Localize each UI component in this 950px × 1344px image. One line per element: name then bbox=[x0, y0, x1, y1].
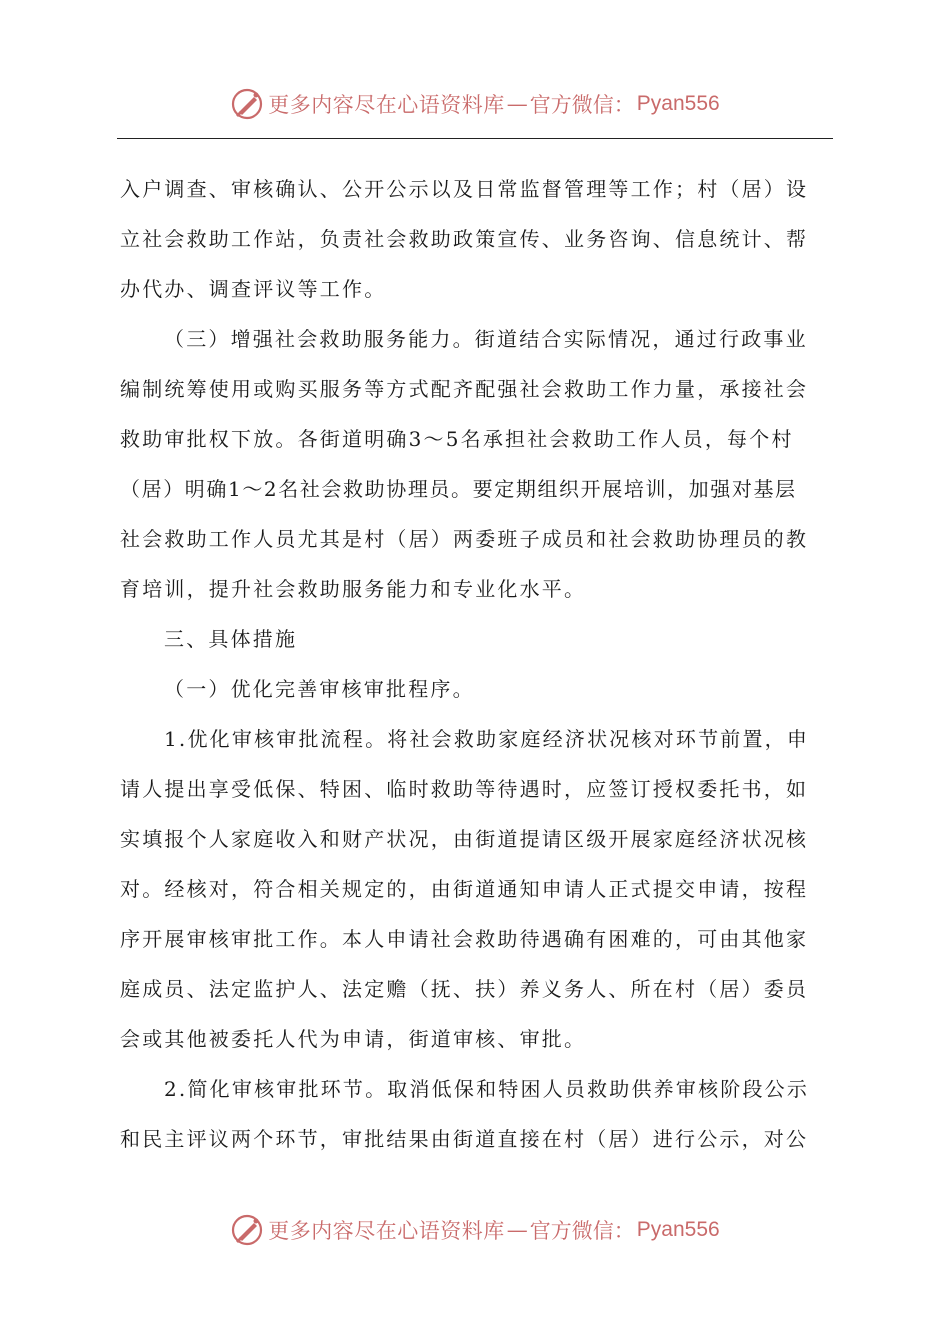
header-banner-id: Pyan556 bbox=[636, 92, 720, 115]
text-line: 社会救助工作人员尤其是村（居）两委班子成员和社会救助协理员的教 bbox=[120, 527, 809, 551]
paragraph-start: （三）增强社会救助服务能力。街道结合实际情况，通过行政事业 bbox=[164, 327, 808, 351]
text-line: 请人提出享受低保、特困、临时救助等待遇时，应签订授权委托书，如 bbox=[120, 777, 809, 801]
header-divider bbox=[117, 138, 833, 139]
header-banner bbox=[0, 84, 950, 124]
footer-banner-wechat: 官方微信： bbox=[529, 1219, 635, 1243]
footer-banner-dash: — bbox=[506, 1218, 528, 1242]
paragraph-start: 2.简化审核审批环节。取消低保和特困人员救助供养审核阶段公示 bbox=[164, 1077, 810, 1101]
text-line: 实填报个人家庭收入和财产状况，由街道提请区级开展家庭经济状况核 bbox=[120, 827, 809, 851]
subsection-heading: （一）优化完善审核审批程序。 bbox=[164, 677, 475, 701]
header-banner-wechat: 官方微信： bbox=[529, 93, 635, 117]
text-line: 对。经核对，符合相关规定的，由街道通知申请人正式提交申请，按程 bbox=[120, 877, 809, 901]
footer-banner-text: 更多内容尽在心语资料库 bbox=[268, 1219, 505, 1243]
quill-logo-icon bbox=[230, 1213, 264, 1247]
header-banner-text: 更多内容尽在心语资料库 bbox=[268, 93, 505, 117]
footer-banner-id: Pyan556 bbox=[636, 1218, 720, 1241]
text-line: （居）明确1～2名社会救助协理员。要定期组织开展培训，加强对基层 bbox=[120, 477, 797, 501]
text-line: 庭成员、法定监护人、法定赡（抚、扶）养义务人、所在村（居）委员 bbox=[120, 977, 809, 1001]
quill-logo-icon bbox=[230, 87, 264, 121]
document-body bbox=[120, 164, 820, 1164]
header-banner-dash: — bbox=[506, 92, 528, 116]
text-line: 育培训，提升社会救助服务能力和专业化水平。 bbox=[120, 577, 587, 601]
section-heading: 三、具体措施 bbox=[164, 627, 298, 651]
text-line: 入户调查、审核确认、公开公示以及日常监督管理等工作；村（居）设 bbox=[120, 177, 809, 201]
text-line: 办代办、调查评议等工作。 bbox=[120, 277, 387, 301]
text-line: 和民主评议两个环节，审批结果由街道直接在村（居）进行公示，对公 bbox=[120, 1127, 809, 1151]
text-line: 序开展审核审批工作。本人申请社会救助待遇确有困难的，可由其他家 bbox=[120, 927, 809, 951]
text-line: 立社会救助工作站，负责社会救助政策宣传、业务咨询、信息统计、帮 bbox=[120, 227, 809, 251]
footer-banner bbox=[0, 1210, 950, 1250]
text-line: 救助审批权下放。各街道明确3～5名承担社会救助工作人员，每个村 bbox=[120, 427, 794, 451]
paragraph-start: 1.优化审核审批流程。将社会救助家庭经济状况核对环节前置，申 bbox=[164, 727, 810, 751]
text-line: 会或其他被委托人代为申请，街道审核、审批。 bbox=[120, 1027, 587, 1051]
text-line: 编制统筹使用或购买服务等方式配齐配强社会救助工作力量，承接社会 bbox=[120, 377, 809, 401]
